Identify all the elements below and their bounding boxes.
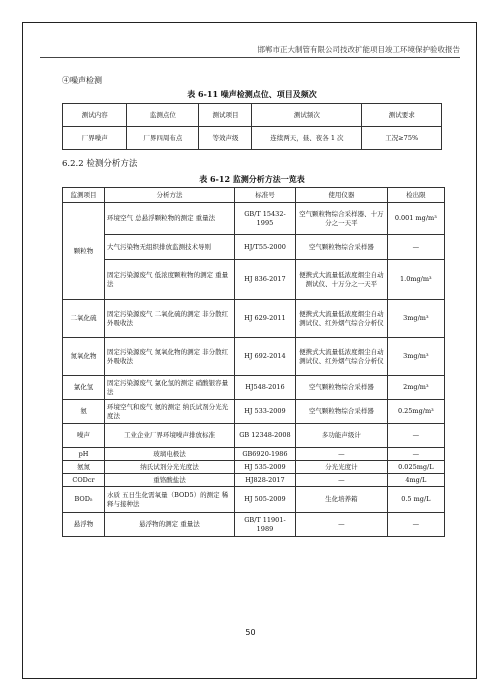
instrument-cell: — bbox=[296, 474, 388, 487]
method-cell: 环境空气 总悬浮颗粒物的测定 重量法 bbox=[105, 203, 235, 235]
table-cell: 连续两天，昼、夜各 1 次 bbox=[252, 127, 362, 150]
table-row bbox=[63, 474, 445, 487]
table-row bbox=[63, 400, 445, 424]
table-row bbox=[63, 487, 445, 513]
header-cell: 监测项目 bbox=[63, 188, 105, 203]
table-row bbox=[63, 127, 442, 150]
instrument-cell: 分光光度计 bbox=[296, 461, 388, 474]
item-cell: 氨氮 bbox=[63, 461, 105, 474]
method-cell: 水质 五日生化需氧量（BOD5）的测定 稀释与接种法 bbox=[105, 487, 235, 513]
header-cell: 监测点位 bbox=[127, 104, 199, 127]
instrument-cell: 空气颗粒物综合采样器 bbox=[296, 376, 388, 400]
standard-cell: HJ 505-2009 bbox=[234, 487, 295, 513]
method-cell: 悬浮物的测定 重量法 bbox=[105, 513, 235, 537]
table-row bbox=[63, 376, 445, 400]
limit-cell: 1.0mg/m³ bbox=[387, 260, 444, 300]
instrument-cell: 空气颗粒物综合采样器 bbox=[296, 400, 388, 424]
table-row bbox=[63, 461, 445, 474]
standard-cell: HJ 629-2011 bbox=[234, 300, 295, 338]
header-cell: 测试项目 bbox=[199, 104, 252, 127]
standard-cell: GB6920-1986 bbox=[234, 448, 295, 461]
table-row bbox=[63, 203, 445, 235]
header-cell: 测试要求 bbox=[362, 104, 442, 127]
standard-cell: HJ/T55-2000 bbox=[234, 235, 295, 260]
instrument-cell: 空气颗粒物综合采样器、十万分之一天平 bbox=[296, 203, 388, 235]
instrument-cell: 生化培养箱 bbox=[296, 487, 388, 513]
limit-cell: — bbox=[387, 513, 444, 537]
table-row bbox=[63, 235, 445, 260]
item-cell: BOD₅ bbox=[63, 487, 105, 513]
method-cell: 重铬酸盐法 bbox=[105, 474, 235, 487]
limit-cell: — bbox=[387, 448, 444, 461]
item-cell: 颗粒物 bbox=[63, 203, 105, 300]
instrument-cell: 多功能声级计 bbox=[296, 424, 388, 448]
item-cell: 氯化氢 bbox=[63, 376, 105, 400]
standard-cell: HJ 533-2009 bbox=[234, 400, 295, 424]
analysis-method-table bbox=[62, 187, 445, 537]
standard-cell: HJ 535-2009 bbox=[234, 461, 295, 474]
limit-cell: 4mg/L bbox=[387, 474, 444, 487]
instrument-cell: 便携式大流量低浓度烟尘自动测试仪、红外烟气综合分析仪 bbox=[296, 300, 388, 338]
table-row bbox=[63, 424, 445, 448]
limit-cell: — bbox=[387, 235, 444, 260]
header-cell: 测试频次 bbox=[252, 104, 362, 127]
table-row bbox=[63, 260, 445, 300]
item-cell: 氮氧化物 bbox=[63, 338, 105, 376]
table-row bbox=[63, 513, 445, 537]
limit-cell: 2mg/m³ bbox=[387, 376, 444, 400]
method-cell: 大气污染物无组织排放监测技术导则 bbox=[105, 235, 235, 260]
method-cell: 环境空气和废气 氨的测定 纳氏试剂分光光度法 bbox=[105, 400, 235, 424]
page-header: 邯郸市正大制管有限公司技改扩能项目竣工环境保护验收报告 bbox=[40, 44, 460, 58]
table-cell: 厂界噪声 bbox=[63, 127, 127, 150]
item-cell: 二氧化硫 bbox=[63, 300, 105, 338]
table-header-row bbox=[63, 104, 442, 127]
table-row bbox=[63, 338, 445, 376]
limit-cell: 0.5 mg/L bbox=[387, 487, 444, 513]
standard-cell: GB/T 15432-1995 bbox=[234, 203, 295, 235]
item-cell: 悬浮物 bbox=[63, 513, 105, 537]
instrument-cell: — bbox=[296, 513, 388, 537]
limit-cell: 0.25mg/m³ bbox=[387, 400, 444, 424]
standard-cell: HJ828-2017 bbox=[234, 474, 295, 487]
header-cell: 标准号 bbox=[234, 188, 295, 203]
header-cell: 分析方法 bbox=[105, 188, 235, 203]
limit-cell: — bbox=[387, 424, 444, 448]
table-row bbox=[63, 300, 445, 338]
table-6-12-caption: 表 6-12 监测分析方法一览表 bbox=[199, 174, 305, 184]
item-cell: CODcr bbox=[63, 474, 105, 487]
method-cell: 玻璃电极法 bbox=[105, 448, 235, 461]
method-cell: 固定污染源废气 低浓度颗粒物的测定 重量法 bbox=[105, 260, 235, 300]
table-cell: 等效声级 bbox=[199, 127, 252, 150]
method-cell: 固定污染源废气 氯化氢的测定 硝酸银容量法 bbox=[105, 376, 235, 400]
noise-monitoring-table bbox=[62, 103, 442, 150]
table-6-11-caption: 表 6-11 噪声检测点位、项目及频次 bbox=[187, 89, 317, 99]
method-cell: 纳氏试剂分光光度法 bbox=[105, 461, 235, 474]
instrument-cell: 便携式大流量低浓度烟尘自动测试仪、红外烟气综合分析仪 bbox=[296, 338, 388, 376]
header-cell: 使用仪器 bbox=[296, 188, 388, 203]
instrument-cell: — bbox=[296, 448, 388, 461]
limit-cell: 3mg/m³ bbox=[387, 300, 444, 338]
item-cell: 氨 bbox=[63, 400, 105, 424]
header-cell: 测试内容 bbox=[63, 104, 127, 127]
instrument-cell: 便携式大流量低浓度烟尘自动测试仪、十万分之一天平 bbox=[296, 260, 388, 300]
standard-cell: GB 12348-2008 bbox=[234, 424, 295, 448]
standard-cell: GB/T 11901-1989 bbox=[234, 513, 295, 537]
header-cell: 检出限 bbox=[387, 188, 444, 203]
limit-cell: 0.025mg/L bbox=[387, 461, 444, 474]
limit-cell: 3mg/m³ bbox=[387, 338, 444, 376]
noise-section-title: ④噪声检测 bbox=[62, 76, 102, 85]
table-cell: 厂界四周布点 bbox=[127, 127, 199, 150]
instrument-cell: 空气颗粒物综合采样器 bbox=[296, 235, 388, 260]
standard-cell: HJ 836-2017 bbox=[234, 260, 295, 300]
method-cell: 固定污染源废气 氮氧化物的测定 非分散红外吸收法 bbox=[105, 338, 235, 376]
limit-cell: 0.001 mg/m³ bbox=[387, 203, 444, 235]
standard-cell: HJ548-2016 bbox=[234, 376, 295, 400]
page-number: 50 bbox=[245, 628, 256, 637]
standard-cell: HJ 692-2014 bbox=[234, 338, 295, 376]
item-cell: pH bbox=[63, 448, 105, 461]
method-cell: 工业企业厂界环境噪声排放标准 bbox=[105, 424, 235, 448]
item-cell: 噪声 bbox=[63, 424, 105, 448]
method-cell: 固定污染源废气 二氧化硫的测定 非分散红外吸收法 bbox=[105, 300, 235, 338]
table-row bbox=[63, 448, 445, 461]
table-header-row bbox=[63, 188, 445, 203]
table-cell: 工况≥75% bbox=[362, 127, 442, 150]
subsection-title: 6.2.2 检测分析方法 bbox=[62, 159, 138, 169]
